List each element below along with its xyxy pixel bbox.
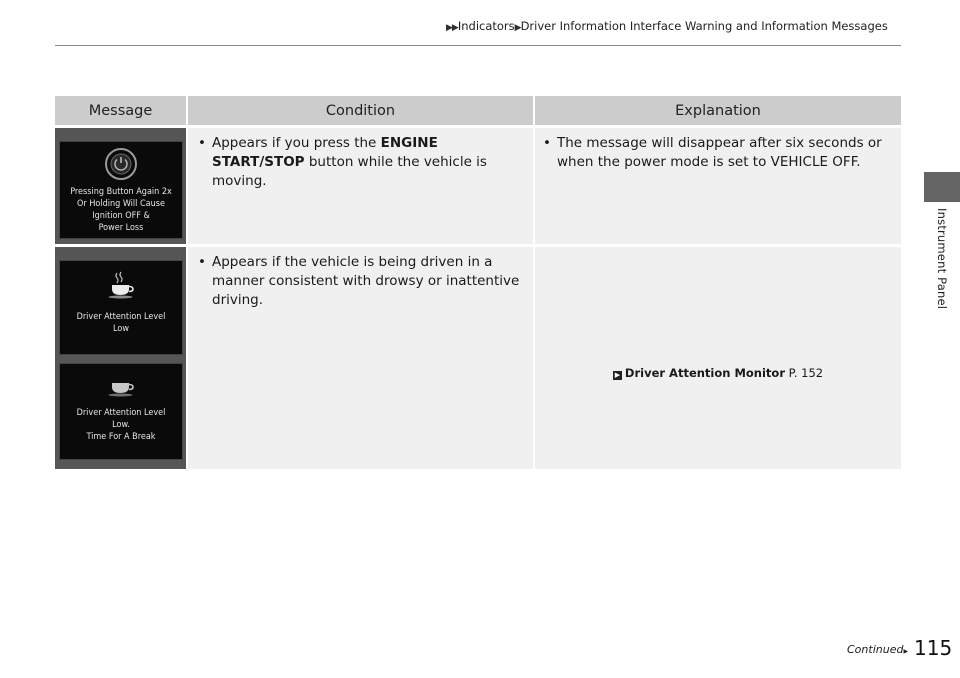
coffee-cup-icon [106,373,136,399]
column-header-message: Message [88,102,153,119]
column-header-explanation: Explanation [675,102,761,119]
engine-start-button-icon [104,147,138,181]
screen-message-text: Driver Attention Level Low [76,312,166,334]
triangle-icon: ▶ [903,648,909,655]
dash-message-screen [59,363,183,460]
table-row [55,247,901,469]
explanation-cell [535,247,901,469]
header-rule [55,45,901,46]
chapter-label: Instrument Panel [935,208,949,310]
continued-label: Continued▶ [847,643,909,656]
screen-message-text: Driver Attention Level Low. Time For A Break [76,408,166,442]
arrow-icon: ▶▶ [446,23,458,33]
reference-arrow-icon: ▶ [614,371,621,379]
page-number: 115 [914,636,953,660]
message-cell [55,128,186,244]
breadcrumb [446,19,888,33]
screen-message-text: Pressing Button Again 2x Or Holding Will Cause Ignition OFF & Power Loss [70,187,172,233]
messages-table [55,96,901,469]
table-row [55,128,901,244]
condition-text: Appears if you press the ENGINE START/STOP button while the vehicle is moving. [212,135,487,189]
chapter-tab [924,172,960,202]
breadcrumb-section[interactable]: Driver Information Interface Warning and Information Messages [520,19,888,33]
arrow-icon: ▶ [514,23,521,33]
breadcrumb-indicators[interactable]: Indicators [457,19,515,33]
cross-reference-link[interactable]: ▶ Driver Attention Monitor P. 152 [614,366,824,380]
table-header [55,96,901,125]
explanation-cell: • The message will disappear after six seconds or when the power mode is set to VEHICLE OFF. [535,128,901,244]
column-header-condition: Condition [186,96,535,125]
explanation-text: The message will disappear after six seconds or when the power mode is set to VEHICLE OFF. [557,135,882,170]
condition-cell: • Appears if you press the ENGINE START/STOP button while the vehicle is moving. [186,128,535,244]
condition-cell: • Appears if the vehicle is being driven in a manner consistent with drowsy or inattentive driving. [186,247,535,469]
message-cell [55,247,186,469]
coffee-cup-icon [106,271,136,299]
dash-message-screen [59,260,183,355]
condition-text: Appears if the vehicle is being driven in a manner consistent with drowsy or inattentive driving. [212,254,520,308]
dash-message-screen [59,141,183,239]
